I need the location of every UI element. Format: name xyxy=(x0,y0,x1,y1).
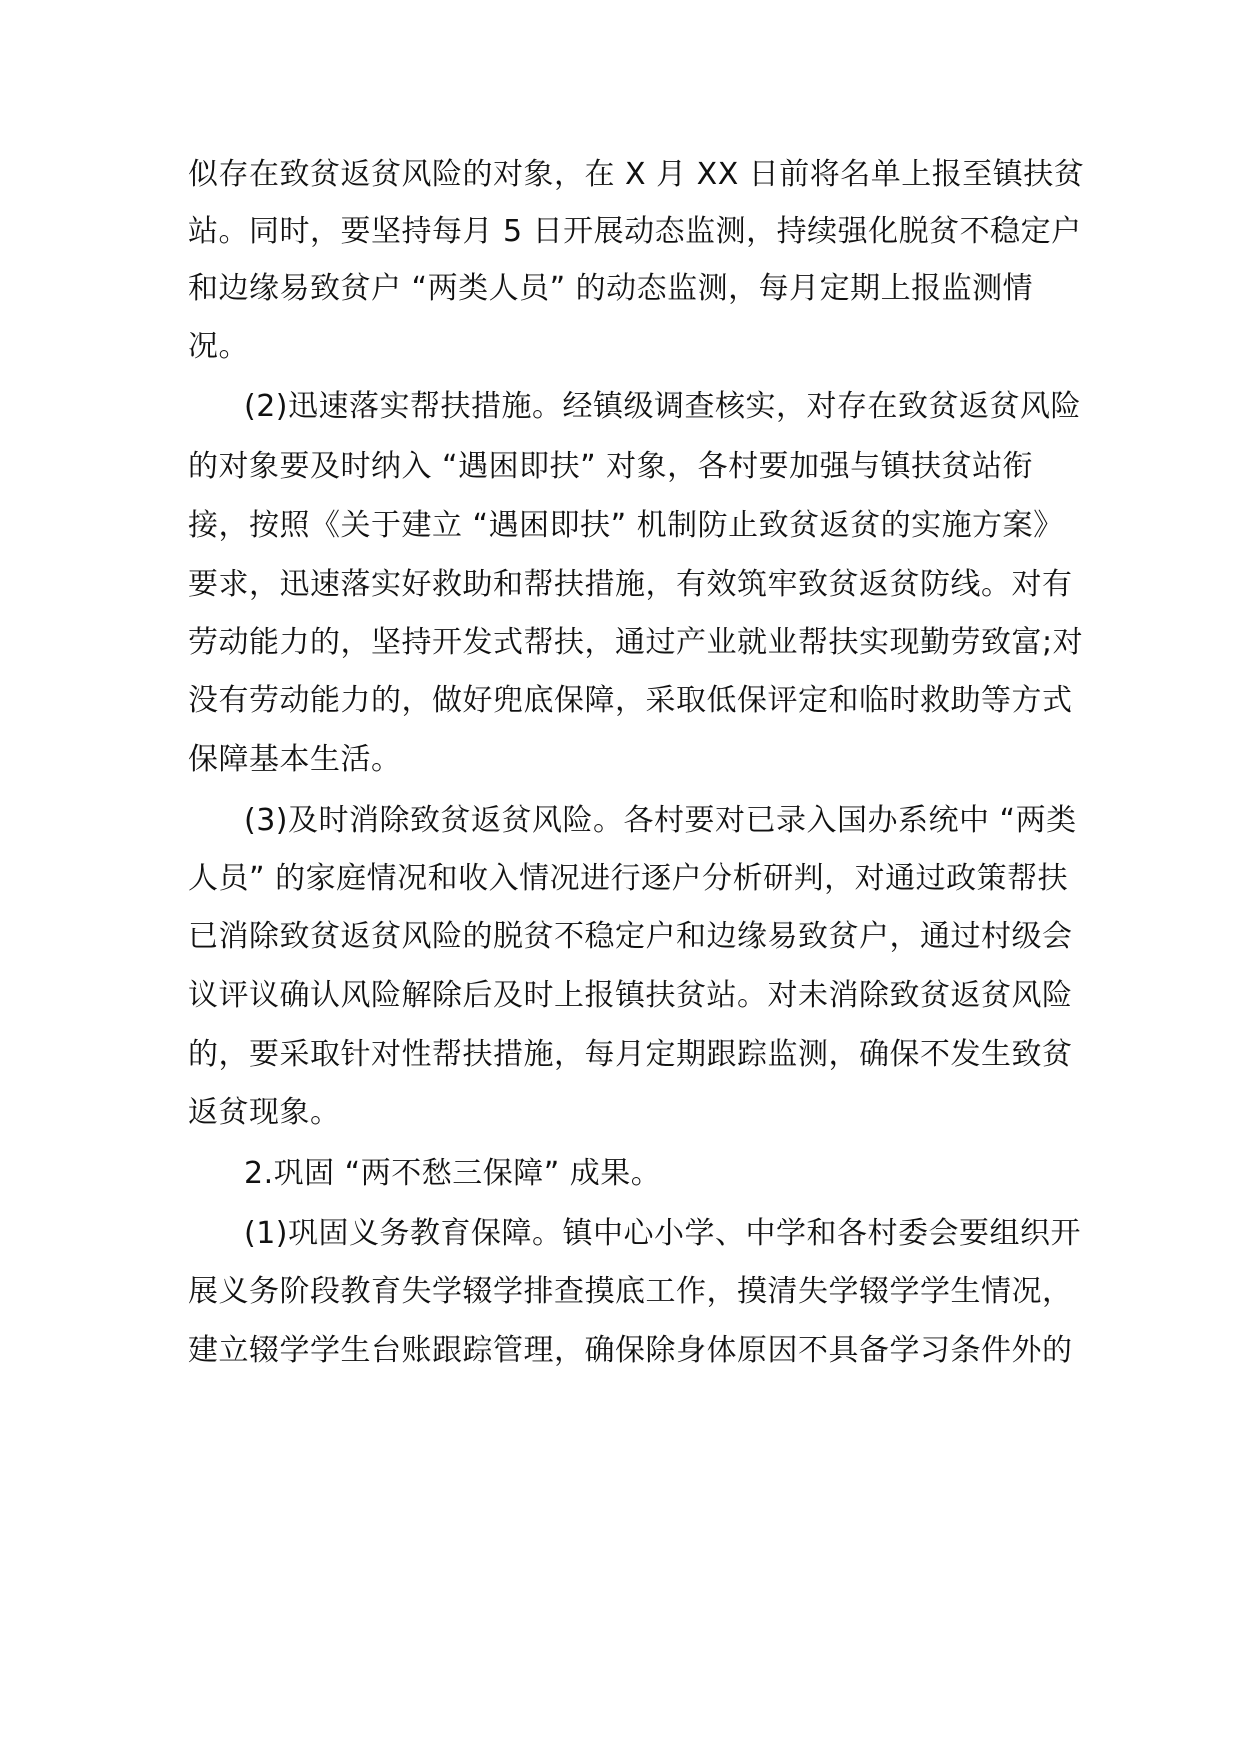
text-line: 没有劳动能力的，做好兜底保障，采取低保评定和临时救助等方式 xyxy=(188,683,1073,718)
text-line: 的对象要及时纳入 “遇困即扶” 对象，各村要加强与镇扶贫站衔 xyxy=(188,449,1034,484)
text-line: 已消除致贫返贫风险的脱贫不稳定户和边缘易致贫户，通过村级会 xyxy=(188,919,1073,954)
text-line: 似存在致贫返贫风险的对象，在 X 月 XX 日前将名单上报至镇扶贫 xyxy=(188,157,1085,192)
text-line: 议评议确认风险解除后及时上报镇扶贫站。对未消除致贫返贫风险 xyxy=(188,978,1073,1013)
text-line: 人员” 的家庭情况和收入情况进行逐户分析研判，对通过政策帮扶 xyxy=(188,861,1069,896)
text-line: 况。 xyxy=(188,329,249,364)
text-line: 要求，迅速落实好救助和帮扶措施，有效筑牢致贫返贫防线。对有 xyxy=(188,567,1073,602)
text-line: 保障基本生活。 xyxy=(188,742,402,777)
text-line: 劳动能力的，坚持开发式帮扶，通过产业就业帮扶实现勤劳致富;对 xyxy=(188,625,1084,660)
paragraph-first-line: (1)巩固义务教育保障。镇中心小学、中学和各村委会要组织开 xyxy=(244,1216,1081,1251)
text-line: 接，按照《关于建立 “遇困即扶” 机制防止致贫返贫的实施方案》 xyxy=(188,508,1064,543)
text-line: 和边缘易致贫户 “两类人员” 的动态监测，每月定期上报监测情 xyxy=(188,271,1034,306)
text-line: 站。同时，要坚持每月 5 日开展动态监测，持续强化脱贫不稳定户 xyxy=(188,214,1082,249)
paragraph-first-line: (2)迅速落实帮扶措施。经镇级调查核实，对存在致贫返贫风险 xyxy=(244,389,1081,424)
text-line: 建立辍学学生台账跟踪管理，确保除身体原因不具备学习条件外的 xyxy=(188,1333,1073,1368)
text-line: 展义务阶段教育失学辍学排查摸底工作，摸清失学辍学学生情况， xyxy=(188,1274,1073,1309)
text-line: 的，要采取针对性帮扶措施，每月定期跟踪监测，确保不发生致贫 xyxy=(188,1037,1073,1072)
paragraph-first-line: (3)及时消除致贫返贫风险。各村要对已录入国办系统中 “两类 xyxy=(244,803,1077,838)
text-line: 返贫现象。 xyxy=(188,1095,341,1130)
section-heading: 2.巩固 “两不愁三保障” 成果。 xyxy=(244,1156,662,1191)
